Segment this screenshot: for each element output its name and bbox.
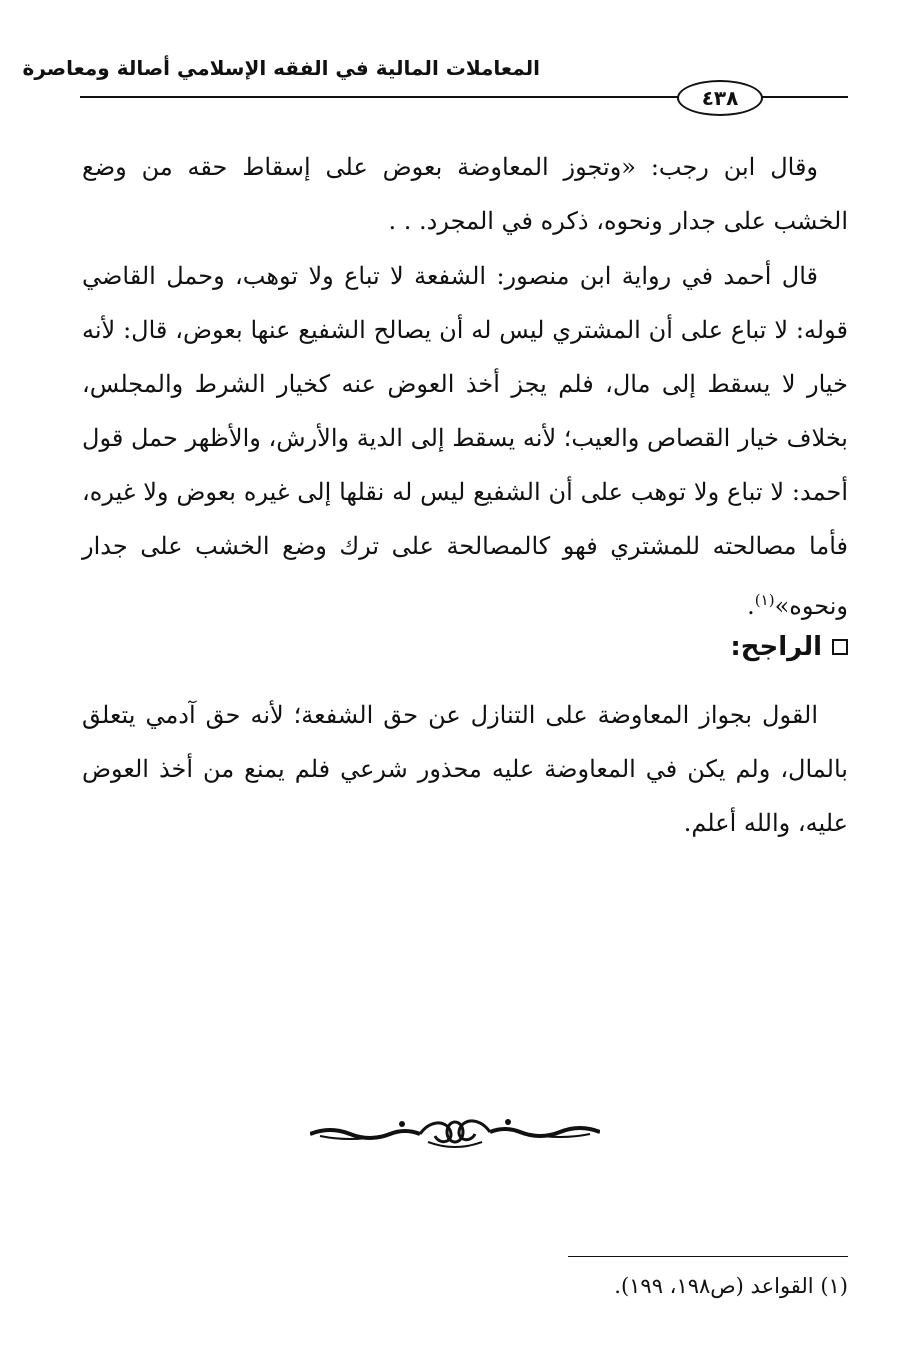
page-number: ٤٣٨ — [677, 80, 763, 116]
section-heading-preferred-view — [730, 632, 848, 662]
section-heading-text: الراجح: — [730, 632, 822, 662]
paragraph-ahmad-narration-text: قال أحمد في رواية ابن منصور: الشفعة لا تباع ولا توهب، وحمل القاضي قوله: لا تباع على أن المشتري ليس له أن يصالح الشفيع عنها بعوض، قال: لأنه خيار لا يسقط إلى مال، فلم يجز أخذ العوض عنه كخيار الشرط والمجلس، بخلاف خيار القصاص والعيب؛ لأنه يسقط إلى الدية والأرش، والأظهر حمل قول أحمد: لا تباع ولا توهب على أن الشفيع ليس له نقلها إلى غيره بعوض ولا غيره، فأما مصالحته للمشتري فهو كالمصالحة على ترك وضع الخشب على جدار ونحوه» — [82, 262, 848, 620]
paragraph-ahmad-narration — [82, 249, 848, 633]
square-bullet-icon — [832, 639, 848, 655]
running-header-title: المعاملات المالية في الفقه الإسلامي أصالة ومعاصرة — [22, 56, 540, 80]
paragraph-conclusion: القول بجواز المعاوضة على التنازل عن حق الشفعة؛ لأنه حق آدمي يتعلق بالمال، ولم يكن في المعاوضة عليه محذور شرعي فلم يمنع من أخذ العوض عليه، والله أعلم. — [82, 701, 848, 837]
paragraph-end-period: . — [747, 592, 755, 620]
paragraph-ibn-rajab-quote: وقال ابن رجب: «وتجوز المعاوضة بعوض على إسقاط حقه من وضع الخشب على جدار ونحوه، ذكره في المجرد. . . — [82, 153, 848, 235]
footnote-1: (١) القواعد (ص١٩٨، ١٩٩). — [614, 1274, 848, 1298]
footnote-separator — [568, 1256, 848, 1257]
decorative-divider-ornament — [310, 1112, 600, 1152]
footnote-reference[interactable]: (١) — [754, 591, 775, 609]
